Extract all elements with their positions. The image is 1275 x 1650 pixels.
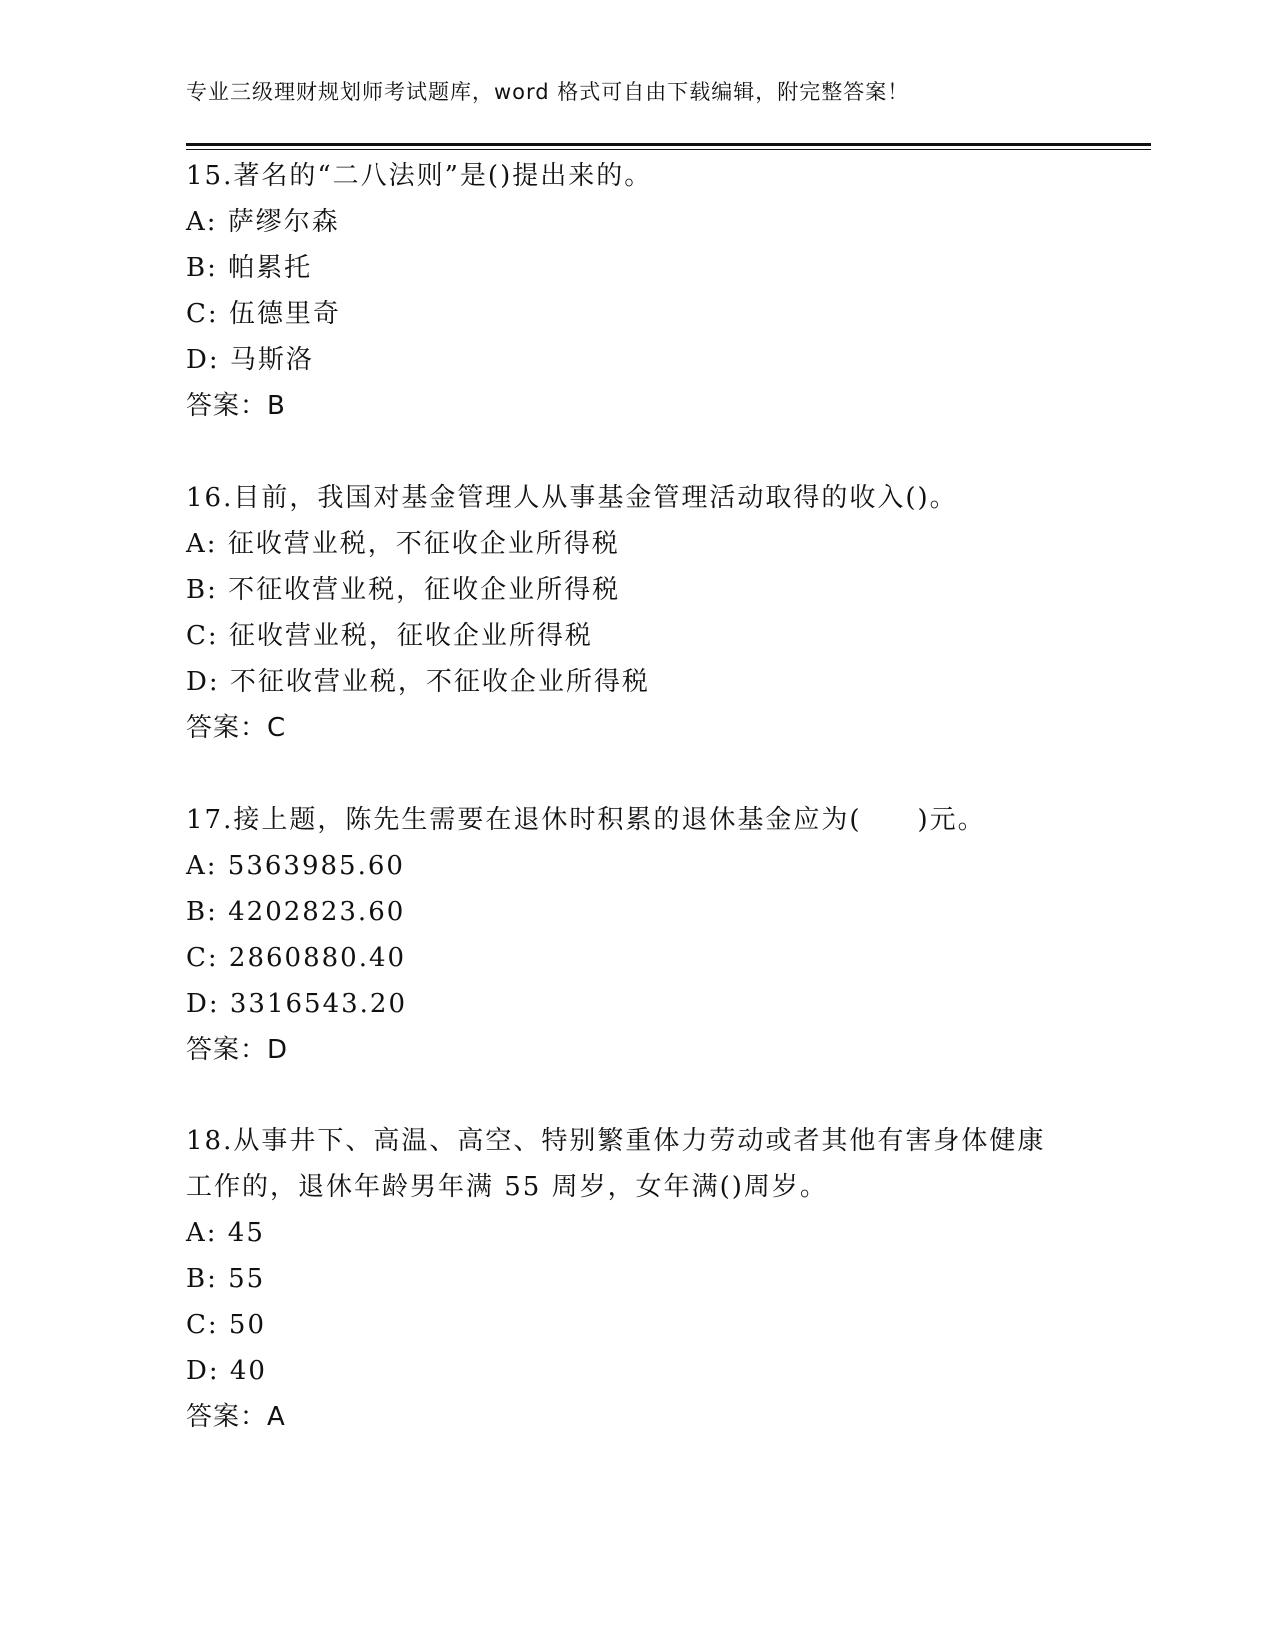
option-d: D: 马斯洛 — [186, 345, 314, 375]
option-d: D: 40 — [186, 1356, 267, 1386]
question-stem — [186, 475, 1086, 521]
question-stem — [186, 1118, 1086, 1210]
question-stem-line: 15.著名的“二八法则”是()提出来的。 — [186, 161, 653, 191]
question-stem-line: 工作的，退休年龄男年满 55 周岁，女年满()周岁。 — [186, 1172, 828, 1202]
question-stem — [186, 153, 1086, 199]
answer: 答案：B — [186, 391, 286, 421]
option-b: B: 4202823.60 — [186, 897, 406, 927]
header-rule-thick — [186, 143, 1151, 146]
question-16 — [186, 475, 1086, 751]
answer: 答案：C — [186, 713, 287, 743]
option-b: B: 55 — [186, 1264, 266, 1294]
question-15 — [186, 153, 1086, 429]
question-stem-line: 16.目前，我国对基金管理人从事基金管理活动取得的收入()。 — [186, 483, 958, 513]
option-c: C: 2860880.40 — [186, 943, 407, 973]
question-17 — [186, 797, 1086, 1073]
answer: 答案：D — [186, 1035, 289, 1065]
option-c: C: 征收营业税，征收企业所得税 — [186, 621, 593, 651]
option-b: B: 帕累托 — [186, 253, 313, 283]
option-a: A: 征收营业税，不征收企业所得税 — [186, 529, 620, 559]
option-a: A: 45 — [186, 1218, 265, 1248]
answer: 答案：A — [186, 1402, 286, 1432]
option-b: B: 不征收营业税，征收企业所得税 — [186, 575, 621, 605]
option-a: A: 5363985.60 — [186, 851, 405, 881]
option-c: C: 50 — [186, 1310, 267, 1340]
question-stem — [186, 797, 1086, 843]
header-rule-thin — [186, 149, 1151, 150]
option-c: C: 伍德里奇 — [186, 299, 341, 329]
question-18 — [186, 1118, 1086, 1440]
question-stem-line: 17.接上题，陈先生需要在退休时积累的退休基金应为( )元。 — [186, 805, 986, 835]
option-d: D: 3316543.20 — [186, 989, 408, 1019]
option-d: D: 不征收营业税，不征收企业所得税 — [186, 667, 650, 697]
page-header: 专业三级理财规划师考试题库，word 格式可自由下载编辑，附完整答案！ — [186, 80, 910, 104]
question-stem-line: 18.从事井下、高温、高空、特别繁重体力劳动或者其他有害身体健康 — [186, 1126, 1046, 1156]
option-a: A: 萨缪尔森 — [186, 207, 340, 237]
